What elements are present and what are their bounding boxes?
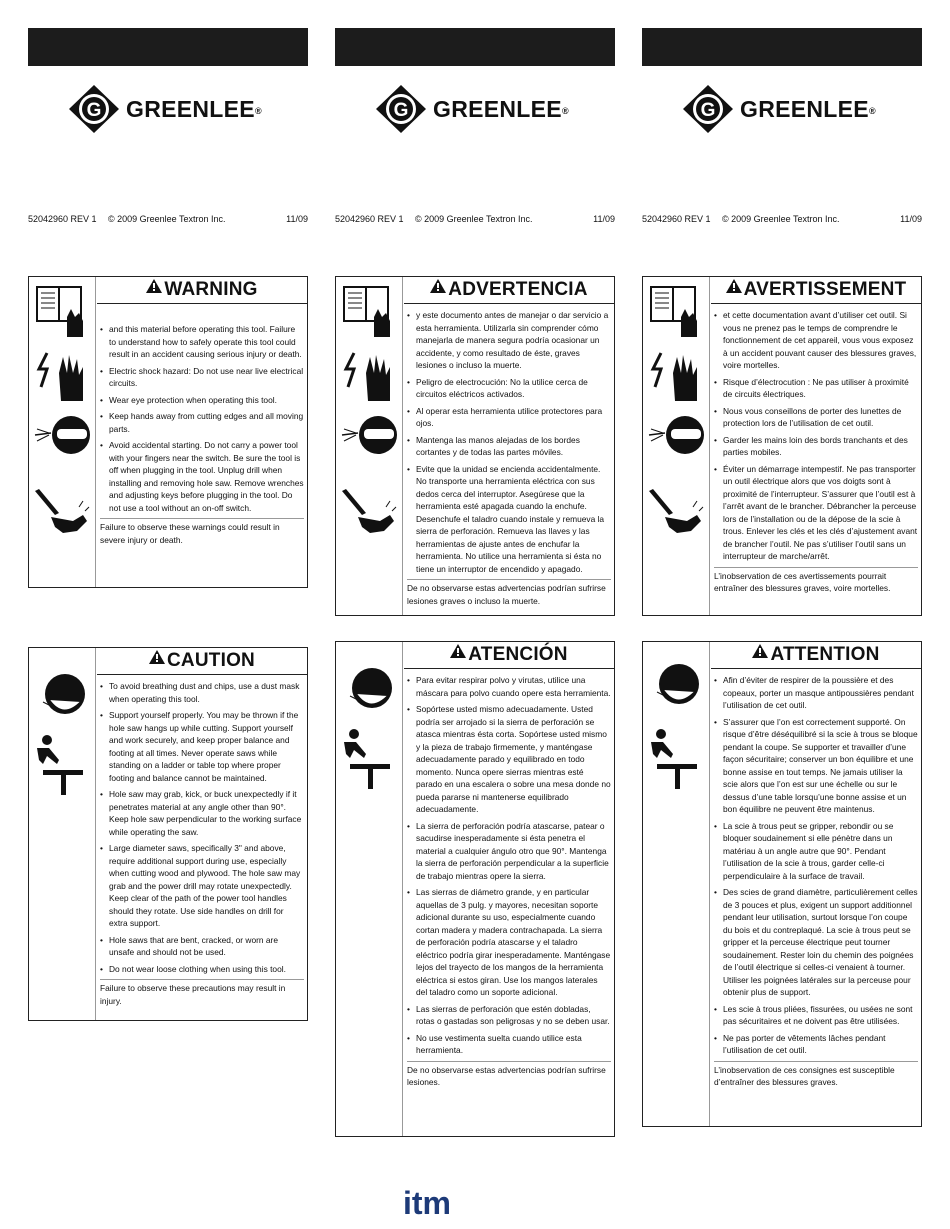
warning-footer: De no observarse estas advertencias podrían sufrirse lesiones graves o incluso la muerte. (407, 579, 611, 607)
copyright: © 2009 Greenlee Textron Inc. (722, 214, 840, 224)
warning-header (404, 277, 614, 304)
warning-box (642, 276, 922, 616)
copyright: © 2009 Greenlee Textron Inc. (415, 214, 533, 224)
electric-shock-icon (340, 347, 398, 408)
read-manual-icon (33, 283, 91, 344)
doc-meta (28, 214, 308, 228)
caution-item: • La scie à trous peut se gripper, rebondir ou se bloquer soudainement si elle pénètre dans un matériau à un angle autre que 90°. Pendant l’utilisation de la scie à trous, garder celle-ci perpendiculaire à la surface de travail. (714, 820, 918, 883)
warning-box (335, 276, 615, 616)
warning-item: • Mantenga las manos alejadas de los bordes cortantes y de todas las partes móviles. (407, 434, 611, 459)
caution-footer: De no observarse estas advertencias podrían sufrirse lesiones. (407, 1061, 611, 1089)
cutting-hand-icon (340, 487, 398, 550)
warning-item: • y este documento antes de manejar o dar servicio a esta herramienta. Utilizarla sin comprender cómo manejarla de manera segura podría ocasionar un accidente, y como resultado de éste, graves lesiones o incluso la muerte. (407, 309, 611, 372)
electric-shock-icon (647, 347, 705, 408)
warning-item: • Peligro de electrocución: No la utilice cerca de circuitos eléctricos activados. (407, 376, 611, 401)
brand-name: GREENLEE (433, 96, 562, 122)
column-english (28, 0, 308, 1229)
warning-item: • et cette documentation avant d’utiliser cet outil. Si vous ne prenez pas le temps de comprendre le fonctionnement de cet appareil, vous vous exposez à un accident pouvant causer des blessures graves, voire mortelles. (714, 309, 918, 372)
brand-name: GREENLEE (126, 96, 255, 122)
caution-item: • S’assurer que l’on est correctement supporté. On risque d’être déséquilibré si la scie à trous se bloque pendant la coupe. Se supporter et travailler d’une façon sécuritaire; conserver un bon équilibre et une bonne assise en tout temps. Ne jamais utiliser la scie alors que l’on est sur une échelle ou sur le dessus d’une table lorsqu’une bonne assise et un bon équilibre ne peuvent être maintenus. (714, 716, 918, 816)
warning-item: • Garder les mains loin des bords tranchants et des parties mobiles. (714, 434, 918, 459)
electric-shock-icon (33, 347, 91, 408)
caution-item: • Large diameter saws, specifically 3" and above, require additional support during use, especially when cutting wood and plywood. The hole saw may grab and the power drill may rotate unexpectedly. Keep clear of the path of the power tool handles should they rotate. Use side handles on drill for extra support. (100, 842, 304, 930)
svg-text:itm: itm (403, 1186, 451, 1220)
warning-box (28, 276, 308, 588)
caution-icons (643, 642, 710, 1126)
warning-footer: L’inobservation de ces avertissements pourrait entraîner des blessures graves, voire mortelles. (714, 567, 918, 595)
alert-triangle-icon (752, 644, 768, 663)
part-number: 52042960 REV 1 (335, 214, 404, 224)
caution-box (642, 641, 922, 1127)
column-french (642, 0, 922, 1229)
warning-footer: Failure to observe these warnings could result in severe injury or death. (100, 518, 304, 546)
caution-item: • Des scies de grand diamètre, particulièrement celles de 3 pouces et plus, exigent un support additionnel pendant leur utilisation, surtout lorsque l’on coupe du bois et du contreplaqué. La scie à trous peut se gripper et la perceuse électrique peut tourner soudainement. Rester loin du chemin des poignées de l’outil électrique si celles-ci venaient à tourner. Utiliser les poignées latérales sur la perceuse pour obtenir plus de support. (714, 886, 918, 999)
header-bar (28, 28, 308, 66)
svg-text:G: G (86, 100, 102, 121)
revision-date: 11/09 (286, 214, 308, 224)
greenlee-logo (682, 84, 892, 134)
warning-body (100, 323, 304, 546)
caution-item: • Las sierras de perforación que estén dobladas, rotas o gastadas son peligrosas y no se deben usar. (407, 1003, 611, 1028)
caution-icons (29, 648, 96, 1020)
caution-body (714, 674, 918, 1089)
revision-date: 11/09 (900, 214, 922, 224)
eye-protection-icon (647, 411, 705, 464)
warning-item: • Éviter un démarrage intempestif. Ne pas transporter un outil électrique alors que vos doigts sont à proximité de l’interrupteur. S’assurer que l’outil est à l’arrêt avant de le brancher. Débrancher la perceuse lors de l’installation ou de la dépose de la scie à trous. Enlever les clés et les clés d’ajustement avant de brancher l’outil. Ne pas s’utiliser l’outil sans un interrupteur de marche/arrêt. (714, 463, 918, 563)
warning-icons (29, 277, 96, 587)
registered-mark: ® (561, 105, 569, 116)
caution-item: • Hole saw may grab, kick, or buck unexpectedly if it penetrates material at any angle other than 90°. Keep hole saw perpendicular to the working surface while operating the saw. (100, 788, 304, 838)
svg-text:G: G (393, 100, 409, 121)
caution-item: • Para evitar respirar polvo y virutas, utilice una máscara para polvo cuando opere esta herramienta. (407, 674, 611, 699)
caution-item: • Hole saws that are bent, cracked, or worn are unsafe and should not be used. (100, 934, 304, 959)
alert-triangle-icon (450, 644, 466, 663)
part-number: 52042960 REV 1 (642, 214, 711, 224)
warning-item: • Nous vous conseillons de porter des lunettes de protection lors de l’utilisation de cet outil. (714, 405, 918, 430)
caution-item: • La sierra de perforación podría atascarse, patear o sacudirse inesperadamente si ésta penetra el material a cualquier ángulo otro que 90°. Mantenga la sierra de perforación perpendicular a la superficie de trabajo mientras opere la sierra. (407, 820, 611, 883)
warning-item: • Avoid accidental starting. Do not carry a power tool with your fingers near the switch. Be sure the tool is off when plugging in the tool. Unplug drill when installing and removing hole saw. Remove wrenches and adjusting keys before plugging in the tool. Do not use a tool without an on-off switch. (100, 439, 304, 514)
caution-header (711, 642, 921, 669)
caution-item: • Afin d’éviter de respirer de la poussière et des copeaux, porter un masque antipoussières pendant l’utilisation de cet outil. (714, 674, 918, 712)
caution-footer: L’inobservation de ces consignes est susceptible d’entraîner des blessures graves. (714, 1061, 918, 1089)
warning-item: • Keep hands away from cutting edges and all moving parts. (100, 410, 304, 435)
caution-item: • Sopórtese usted mismo adecuadamente. Usted podría ser arrojado si la sierra de perforación se atasca mientras ésta corta. Sopórtese usted mismo y la pieza de trabajo firmemente, y manténgase adecuadamente parado y equilibrado en todo momento. Nunca opere sierras mientras esté parado en una escalera o sobre una mesa donde no pueda pararse ni mantenerse equilibrado adecuadamente. (407, 703, 611, 816)
dust-mask-icon (647, 662, 705, 717)
part-number: 52042960 REV 1 (28, 214, 97, 224)
warning-item: • Wear eye protection when operating this tool. (100, 394, 304, 407)
alert-triangle-icon (430, 279, 446, 298)
header-bar (335, 28, 615, 66)
read-manual-icon (647, 283, 705, 344)
caution-item: • Las sierras de diámetro grande, y en particular aquellas de 3 pulg. y mayores, necesitan soporte adicional durante su uso, especialmente cuando cortan madera y madera contrachapada. La sierra de perforación podría atascarse y el taladro eléctrico podría girar inesperadamente. Manténgase lejos del trayecto de los mangos de la herramienta eléctrica si estos giran. Use los mangos laterales del taladro como un soporte adicional. (407, 886, 611, 999)
caution-title: ATTENTION (770, 644, 880, 665)
caution-item: • Support yourself properly. You may be thrown if the hole saw hangs up while cutting. Support yourself and work securely, and keep proper balance and footing at all times. Never operate saws while standing on a ladder or table top where proper footing and balance cannot be maintained. (100, 709, 304, 784)
caution-title: CAUTION (167, 650, 255, 671)
warning-title: AVERTISSEMENT (743, 279, 907, 300)
caution-box (28, 647, 308, 1021)
alert-triangle-icon (726, 279, 742, 298)
eye-protection-icon (33, 411, 91, 464)
doc-meta (335, 214, 615, 228)
itm-logo (392, 1186, 462, 1220)
caution-item: • To avoid breathing dust and chips, use a dust mask when operating this tool. (100, 680, 304, 705)
caution-header (404, 642, 614, 669)
cutting-hand-icon (647, 487, 705, 550)
warning-header (711, 277, 921, 304)
dust-mask-icon (33, 672, 91, 727)
warning-item: • Electric shock hazard: Do not use near live electrical circuits. (100, 365, 304, 390)
falling-person-icon (340, 728, 398, 795)
caution-body (100, 680, 304, 1007)
falling-person-icon (33, 734, 91, 801)
caution-icons (336, 642, 403, 1136)
warning-body (714, 309, 918, 595)
warning-item: • Risque d’électrocution : Ne pas utiliser à proximité de circuits électriques. (714, 376, 918, 401)
caution-item: • Les scie à trous pliées, fissurées, ou usées ne sont pas sécuritaires et ne doivent pas être utilisées. (714, 1003, 918, 1028)
warning-header (97, 277, 307, 304)
copyright: © 2009 Greenlee Textron Inc. (108, 214, 226, 224)
svg-text:G: G (700, 100, 716, 121)
warning-title: WARNING (164, 279, 258, 300)
caution-item: • Do not wear loose clothing when using this tool. (100, 963, 304, 976)
registered-mark: ® (254, 105, 262, 116)
warning-item: • Al operar esta herramienta utilice protectores para ojos. (407, 405, 611, 430)
revision-date: 11/09 (593, 214, 615, 224)
cutting-hand-icon (33, 487, 91, 550)
caution-box (335, 641, 615, 1137)
header-bar (642, 28, 922, 66)
dust-mask-icon (340, 666, 398, 721)
warning-item: • Evite que la unidad se encienda accidentalmente. No transporte una herramienta eléctrica con sus dedos cerca del interruptor. Asegúrese que la herramienta esté apagada cuando la enchufe. Desenchufe el taladro cuando instale y remueva la sierra de perforación. Remueva las llaves y las herramientas de ajuste antes de enchufar la herramienta. No utilice una herramienta si ésta no tiene un interruptor de encendido y apagado. (407, 463, 611, 576)
eye-protection-icon (340, 411, 398, 464)
warning-title: ADVERTENCIA (448, 279, 588, 300)
warning-item: • and this material before operating this tool. Failure to understand how to safely operate this tool could result in an accident causing serious injury or death. (100, 323, 304, 361)
caution-footer: Failure to observe these precautions may result in injury. (100, 979, 304, 1007)
brand-name: GREENLEE (740, 96, 869, 122)
caution-item: • No use vestimenta suelta cuando utilice esta herramienta. (407, 1032, 611, 1057)
greenlee-logo (375, 84, 585, 134)
caution-item: • Ne pas porter de vêtements lâches pendant l’utilisation de cet outil. (714, 1032, 918, 1057)
caution-title: ATENCIÓN (468, 644, 568, 665)
warning-icons (643, 277, 710, 615)
read-manual-icon (340, 283, 398, 344)
alert-triangle-icon (146, 279, 162, 298)
caution-header (97, 648, 307, 675)
warning-body (407, 309, 611, 607)
warning-icons (336, 277, 403, 615)
alert-triangle-icon (149, 650, 165, 669)
caution-body (407, 674, 611, 1089)
greenlee-logo (68, 84, 278, 134)
doc-meta (642, 214, 922, 228)
falling-person-icon (647, 728, 705, 795)
registered-mark: ® (868, 105, 876, 116)
column-spanish (335, 0, 615, 1229)
